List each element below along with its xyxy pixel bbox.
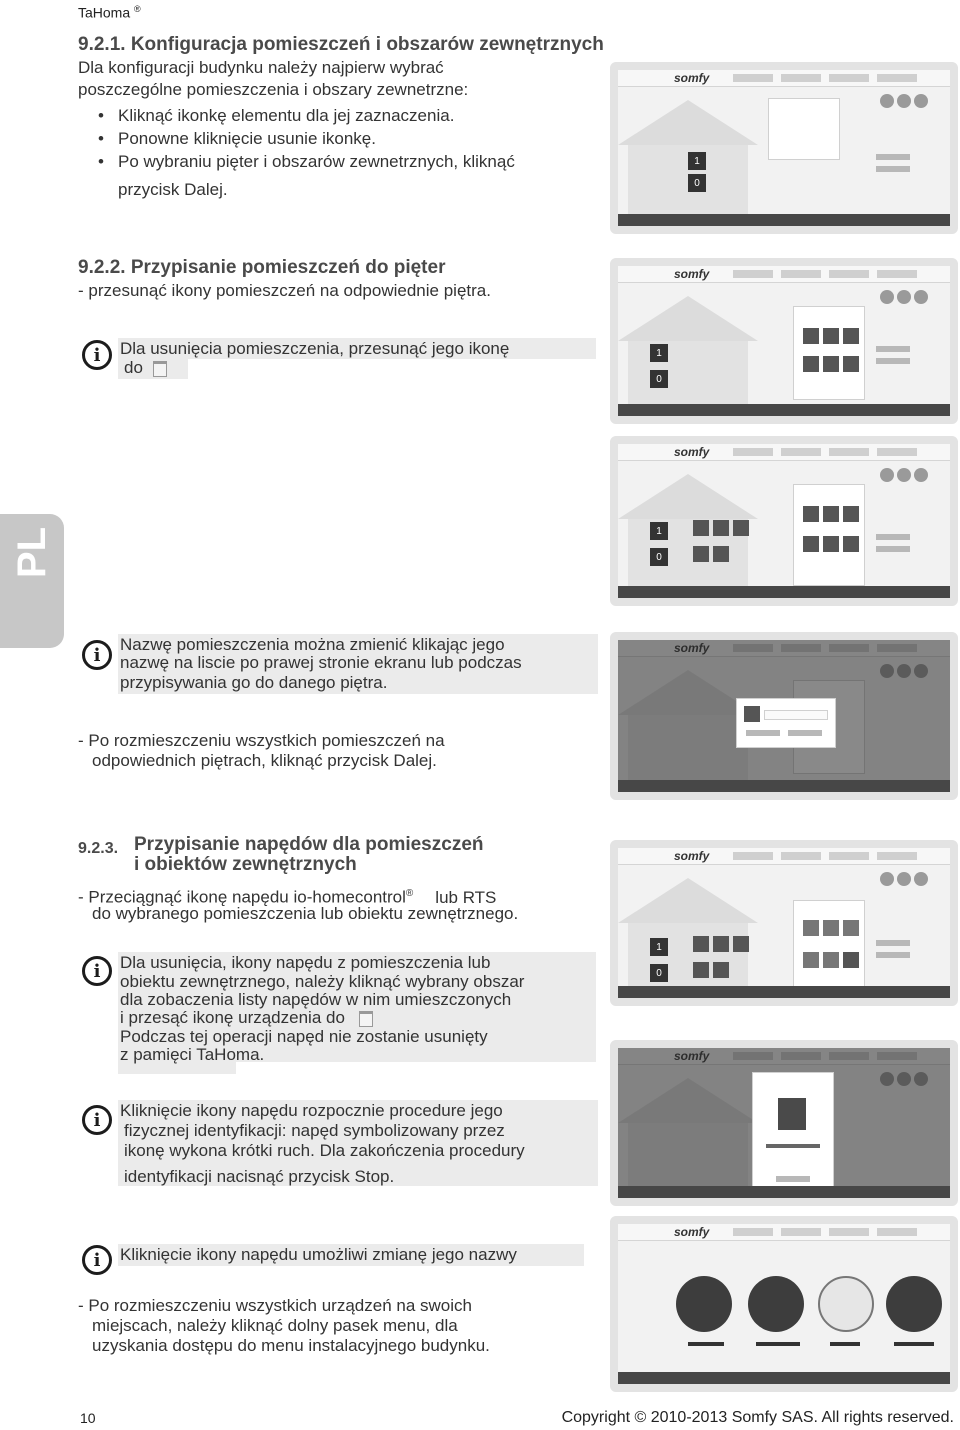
info-icon: i xyxy=(82,1245,112,1275)
floor-icon: 1 xyxy=(688,152,706,170)
info-icon: i xyxy=(82,1105,112,1135)
floor-icon: 0 xyxy=(650,548,668,566)
floor-icon: 1 xyxy=(650,344,668,362)
s1-intro-2: poszczególne pomieszczenia i obszary zewnetrzne: xyxy=(78,80,469,99)
s3-line1: - Przeciągnąć ikonę napędu io-homecontrol® lub RTS xyxy=(78,887,497,907)
somfy-logo: somfy xyxy=(674,267,710,281)
info-icon: i xyxy=(82,340,112,370)
s1-bullet: • Kliknąć ikonkę elementu dla jej zaznaczenia. xyxy=(78,104,515,127)
s3-info1-line6: z pamięci TaHoma. xyxy=(120,1045,265,1064)
somfy-logo: somfy xyxy=(674,445,710,459)
info-icon: i xyxy=(82,956,112,986)
floor-icon: 0 xyxy=(688,174,706,192)
trash-icon xyxy=(153,361,167,377)
screenshot-floors xyxy=(610,62,958,234)
s1-bullet-continued: przycisk Dalej. xyxy=(118,180,228,199)
s2-line: - przesunąć ikony pomieszczeń na odpowiednie piętra. xyxy=(78,281,491,300)
copyright: Copyright © 2010-2013 Somfy SAS. All rights reserved. xyxy=(561,1409,954,1426)
s2-after-line2: odpowiednich piętrach, kliknąć przycisk Dalej. xyxy=(92,751,437,770)
s3-line2: do wybranego pomieszczenia lub obiektu zewnętrznego. xyxy=(92,904,519,923)
language-tab: PL xyxy=(0,514,64,648)
somfy-logo: somfy xyxy=(674,1225,710,1239)
page-number: 10 xyxy=(80,1410,96,1426)
s3-info1-line3: dla zobaczenia listy napędów w nim umieszczonych xyxy=(120,990,512,1009)
s3-info3: Kliknięcie ikony napędu umożliwi zmianę jego nazwy xyxy=(120,1245,517,1264)
brand-header: TaHoma ® xyxy=(78,4,141,21)
screenshot-actuators xyxy=(610,840,958,1006)
s3-info2-line3: ikonę wykona krótki ruch. Dla zakończenia procedury xyxy=(124,1141,525,1160)
s3-info1-line1: Dla usunięcia, ikony napędu z pomieszczenia lub xyxy=(120,953,491,972)
s3-info2-line2: fizycznej identyfikacji: napęd symbolizowany przez xyxy=(124,1121,505,1140)
floor-icon: 0 xyxy=(650,964,668,982)
s2-info1-line1: Dla usunięcia pomieszczenia, przesunąć jego ikonę xyxy=(120,339,510,358)
section-9-2-3-title-2: i obiektów zewnętrznych xyxy=(134,854,357,875)
s3-info1-line2: obiektu zewnętrznego, należy kliknąć wybrany obszar xyxy=(120,972,525,991)
s2-info1-line2: do xyxy=(124,358,167,377)
somfy-logo: somfy xyxy=(674,71,710,85)
section-9-2-1-title: 9.2.1. Konfiguracja pomieszczeń i obszarów zewnętrznych xyxy=(78,34,604,55)
trash-icon xyxy=(359,1011,373,1027)
section-9-2-3-num: 9.2.3. xyxy=(78,840,119,857)
screenshot-home xyxy=(610,1216,958,1392)
s3-info1-line5: Podczas tej operacji napęd nie zostanie usunięty xyxy=(120,1027,488,1046)
screenshot-rooms-empty xyxy=(610,258,958,424)
s3-after-line3: uzyskania dostępu do menu instalacyjnego budynku. xyxy=(92,1336,490,1355)
room-name-field xyxy=(764,710,828,720)
floor-icon: 1 xyxy=(650,938,668,956)
room-list xyxy=(793,484,865,586)
section-9-2-3-title-1: Przypisanie napędów dla pomieszczeń xyxy=(134,834,484,855)
floor-checklist xyxy=(768,98,840,160)
s3-after-line1: - Po rozmieszczeniu wszystkich urządzeń na swoich xyxy=(78,1296,472,1315)
somfy-logo: somfy xyxy=(674,849,710,863)
s2-info2-line1: Nazwę pomieszczenia można zmienić klikając jego xyxy=(120,635,505,654)
s3-after-line2: miejscach, należy kliknąć dolny pasek menu, dla xyxy=(92,1316,458,1335)
my-week-icon xyxy=(818,1276,874,1332)
floor-icon: 1 xyxy=(650,522,668,540)
s1-bullet: • Po wybraniu pięter i obszarów zewnetrznych, kliknąć xyxy=(78,150,515,173)
info-icon: i xyxy=(82,640,112,670)
s2-info2-line2: nazwę na liscie po prawej stronie ekranu lub podczas xyxy=(120,653,522,672)
s1-intro-1: Dla konfiguracji budynku należy najpierw wybrać xyxy=(78,58,444,77)
s2-after-line1: - Po rozmieszczeniu wszystkich pomieszczeń na xyxy=(78,731,445,750)
my-house-icon xyxy=(676,1276,732,1332)
screenshot-rename-room xyxy=(610,632,958,800)
my-scenarios-icon xyxy=(748,1276,804,1332)
my-sensors-icon xyxy=(886,1276,942,1332)
s2-info2-line3: przypisywania go do danego piętra. xyxy=(120,673,388,692)
s3-info2-line4: identyfikacji nacisnąć przycisk Stop. xyxy=(124,1167,395,1186)
room-list xyxy=(793,306,865,400)
s1-bullet: • Ponowne kliknięcie usunie ikonkę. xyxy=(78,127,515,150)
floor-icon: 0 xyxy=(650,370,668,388)
s3-info1-line4: i przesąć ikonę urządzenia do xyxy=(120,1008,373,1027)
section-9-2-2-title: 9.2.2. Przypisanie pomieszczeń do pięter xyxy=(78,257,446,278)
actuator-list xyxy=(793,900,865,994)
s1-bullet-list xyxy=(78,104,515,173)
s3-info2-line1: Kliknięcie ikony napędu rozpocznie procedure jego xyxy=(120,1101,503,1120)
screenshot-identify xyxy=(610,1040,958,1206)
screenshot-rooms-assigned xyxy=(610,436,958,606)
